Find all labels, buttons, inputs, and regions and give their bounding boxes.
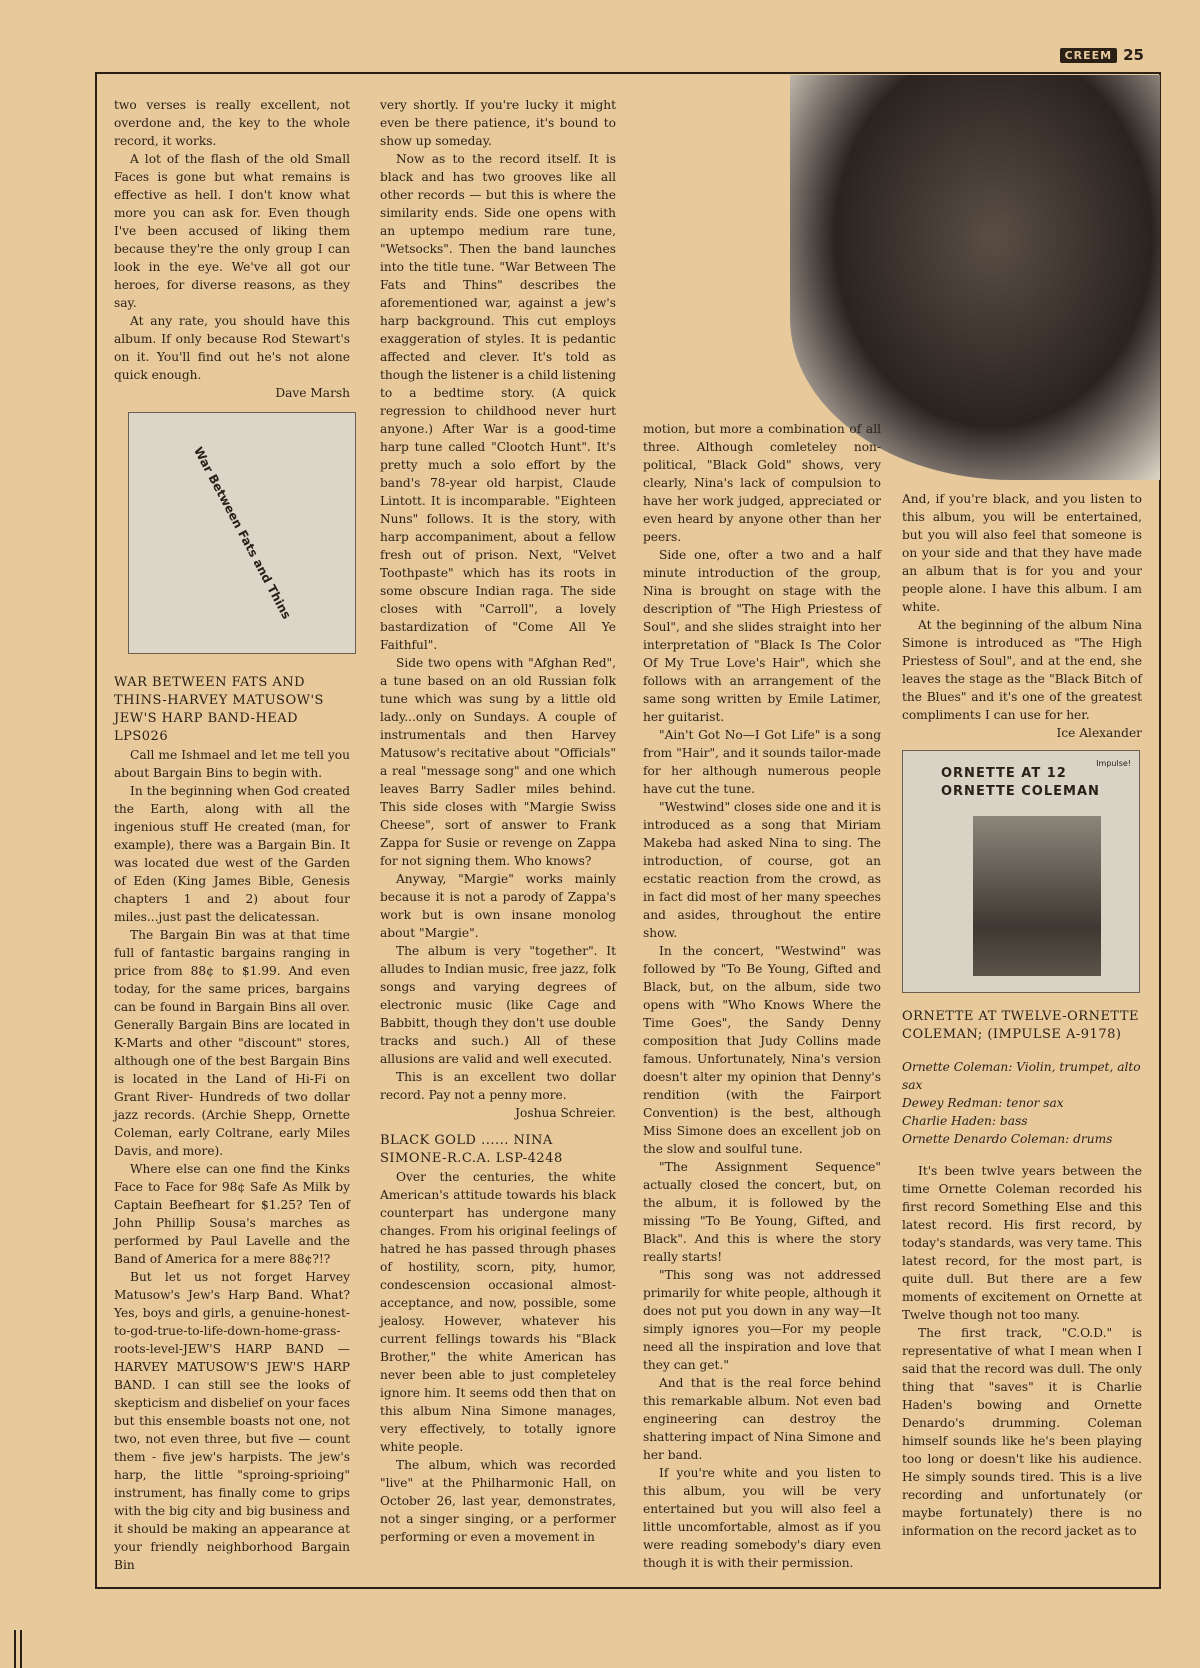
paragraph: The album is very "together". It alludes to Indian music, free jazz, folk songs and varying degrees of electronic music (like Cage and Babbitt, though they don't use double tracks and such.) All of these allusions are valid and well executed.: [380, 944, 616, 1066]
review-heading: ORNETTE AT TWELVE-ORNETTE COLEMAN; (IMPULSE A-9178): [902, 1009, 1140, 1042]
column-2: [380, 96, 616, 1546]
spacer: [902, 1044, 1142, 1058]
paragraph: At the beginning of the album Nina Simone is introduced as "The High Priestess of Soul", and at the end, she leaves the stage as the "Black Bitch of the Blues" and it's one of the greatest compliments I can use for her.: [902, 618, 1142, 722]
paragraph: Where else can one find the Kinks Face to Face for 98¢ Safe As Milk by Captain Beefheart for $1.25? Ten of John Phillip Sousa's marches as performed by Paul Lavelle and the Band of America for a mere 88¢?!?: [114, 1162, 350, 1266]
paragraph: "The Assignment Sequence" actually closed the concert, but, on the album, it is followed by the missing "To Be Young, Gifted, and Black". And this is where the story really starts!: [643, 1160, 881, 1264]
paragraph: It's been twlve years between the time Ornette Coleman recorded his first record Something Else and this latest record. His first record, by today's standards, was very tame. This latest record, for the most part, is quite dull. But there are a few moments of excitement on Ornette at Twelve though not too many.: [902, 1164, 1142, 1322]
paragraph: Side two opens with "Afghan Red", a tune based on an old Russian folk tune which was sung by a little old lady...only on Sundays. A couple of instrumentals and then Harvey Matusow's recitative about "Officials" a real "message song" and one which leaves Barry Sadler miles behind. This side closes with "Margie Swiss Cheese", sort of answer to Frank Zappa for Susie or revenge on Zappa for not signing them. Who knows?: [380, 656, 616, 868]
image-spacer: [902, 742, 1142, 998]
review-heading: WAR BETWEEN FATS AND THINS-HARVEY MATUSOW'S JEW'S HARP BAND-HEAD LPS026: [114, 675, 324, 744]
page-header: [1060, 46, 1144, 64]
personnel-credit: Ornette Denardo Coleman: drums: [902, 1132, 1113, 1146]
paragraph: very shortly. If you're lucky it might even be there patience, it's bound to show up someday.: [380, 98, 616, 148]
column-3: [643, 420, 881, 1572]
byline: Dave Marsh: [275, 386, 350, 400]
paragraph: Over the centuries, the white American's attitude towards his black counterpart has undergone many changes. From his original feelings of hatred he has passed through phases of hostility, scorn, pity, humor, condescension occasional almost-acceptance, and now, possible, some jealosy. However, whatever his current fellings towards his "Black Brother," the white American has never been able to just completeley ignore him. It seems odd then that on this album Nina Simone manages, very effectively, to totally ignore white people.: [380, 1170, 616, 1454]
paragraph: The first track, "C.O.D." is representative of what I mean when I said that the record was dull. The only thing that "saves" it is Charlie Haden's bowing and Ornette Denardo's drumming. Coleman himself sounds like he's been playing too long or doesn't like his audience. He simply sounds tired. This is a live recording and unfortunately (or maybe fortunately) there is no information on the record jacket as to: [902, 1326, 1142, 1538]
paragraph: At any rate, you should have this album. If only because Rod Stewart's on it. You'll find out he's not alone quick enough.: [114, 314, 350, 382]
paragraph: In the concert, "Westwind" was followed by "To Be Young, Gifted and Black, but, on the album, side two opens with "Who Knows Where the Time Goes", the Sandy Denny composition that Judy Collins made famous. Unfortunately, Nina's version doesn't alter my opinion that Denny's rendition (with the Fairport Convention) is the best, although Miss Simone does an excellent job on the slow and soulful tune.: [643, 944, 881, 1156]
album1-cover-text: War Between Fats and Thins: [190, 444, 294, 622]
spacer: [902, 1148, 1142, 1162]
paragraph: "This song was not addressed primarily for white people, although it does not put you down in any way—It simply ignores you—For my people need all the inspiration and love that they can get.": [643, 1268, 881, 1372]
paragraph: And, if you're black, and you listen to this album, you will be entertained, but you will also feel that someone is on your side and that they have made an album that is for you and your people alone. I have this album. I am white.: [902, 492, 1142, 614]
magazine-logo: CREEM: [1060, 48, 1118, 63]
paragraph: "Ain't Got No—I Got Life" is a song from "Hair", and it sounds tailor-made for her although numerous people have cut the tune.: [643, 728, 881, 796]
personnel-credit: Charlie Haden: bass: [902, 1114, 1028, 1128]
album2-title: ORNETTE AT 12 ORNETTE COLEMAN: [941, 766, 1100, 799]
paragraph: Now as to the record itself. It is black and has two grooves like all other records — but this is where the similarity ends. Side one opens with an uptempo medium rare tune, "Wetsocks". Then the band launches into the title tune. "War Between The Fats and Thins" describes the aforementioned war, against a jew's harp background. This cut employs exaggeration of styles. It is pedantic affected and clever. It's told as though the listener is a child listening to a bedtime story. (A quick regression to childhood never hurt anyone.) After War is a good-time harp tune called "Clootch Hunt". It's pretty much a solo effort by the band's 78-year old harpist, Claude Lintott. It is incomparable. "Eighteen Nuns" follows. It is the story, with harp accompaniment, about a fellow fresh out of prison. Next, "Velvet Toothpaste" which has its roots in some obscure Indian raga. The side closes with "Carroll", a lovely bastardization of "Come All Ye Faithful".: [380, 152, 616, 652]
column-4: [902, 490, 1142, 1540]
paragraph: "Westwind" closes side one and it is introduced as a song that Miriam Makeba had asked Nina to sing. The introduction, of course, got an ecstatic reaction from the crowd, as in fact did most of her many speeches and asides, throughout the entire show.: [643, 800, 881, 940]
personnel-credit: Dewey Redman: tenor sax: [902, 1096, 1064, 1110]
paragraph: Anyway, "Margie" works mainly because it is not a parody of Zappa's work but is own insane monolog about "Margie".: [380, 872, 616, 940]
paragraph: Side one, ofter a two and a half minute introduction of the group, Nina is brought on stage with the description of "The High Priestess of Soul", and she slides straight into her interpretation of "Black Is The Color Of My True Love's Hair", which she follows with an arrangement of the same song written by Emile Latimer, her guitarist.: [643, 548, 881, 724]
byline: Ice Alexander: [1056, 726, 1142, 740]
paragraph: The Bargain Bin was at that time full of fantastic bargains ranging in price from 88¢ to $1.99. And even today, for the same prices, bargains can be found in Bargain Bins all over. Generally Bargain Bins are located in K-Marts and other "discount" stores, although one of the best Bargain Bins is located in the Land of Hi-Fi on Grant River- Hundreds of two dollar jazz records. (Archie Shepp, Ornette Coleman, early Coltrane, early Miles Davis, and more).: [114, 928, 350, 1158]
paragraph: The album, which was recorded "live" at the Philharmonic Hall, on October 26, last year, demonstrates, not a singer singing, or a performer performing or even a movement in: [380, 1458, 616, 1544]
image-spacer: [114, 402, 350, 664]
paragraph: motion, but more a combination of all three. Although comleteley non-political, "Black Gold" shows, very clearly, Nina's lack of compulsion to have her work judged, appreciated or even heard by anyone other than her peers.: [643, 422, 881, 544]
paragraph: This is an excellent two dollar record. Pay not a penny more.: [380, 1070, 616, 1102]
paragraph: two verses is really excellent, not overdone and, the key to the whole record, it works.: [114, 98, 350, 148]
review-heading: BLACK GOLD ...... NINA SIMONE-R.C.A. LSP-4248: [380, 1133, 563, 1166]
paragraph: In the beginning when God created the Earth, along with all the ingenious stuff He created (man, for example), there was a Bargain Bin. It was located due west of the Garden of Eden (King James Bible, Genesis chapters 1 and 2) about four miles...just past the delicatessan.: [114, 784, 350, 924]
paragraph: A lot of the flash of the old Small Faces is gone but what remains is effective as hell. I don't know what more you can ask for. Even though I've been accused of liking them because they're the only group I can look in the eye. We've all got our heroes, for diverse reasons, as they say.: [114, 152, 350, 310]
personnel-credit: Ornette Coleman: Violin, trumpet, alto sax: [902, 1060, 1141, 1092]
page-number: 25: [1123, 46, 1144, 64]
margin-marks: [14, 1630, 22, 1668]
column-1: [114, 96, 350, 1574]
album2-label: Impulse!: [1096, 759, 1131, 768]
paragraph: But let us not forget Harvey Matusow's Jew's Harp Band. What? Yes, boys and girls, a genuine-honest-to-god-true-to-life-down-home-grass-roots-level-JEW'S HARP BAND — HARVEY MATUSOW'S JEW'S HARP BAND. I can still see the looks of skepticism and disbelief on your faces but this ensemble boasts not one, not two, not even three, but five — count them - five jew's harpists. The jew's harp, the little "sproing-sprioing" instrument, has finally come to grips with the big city and big business and it should be making an appearance at your friendly neighborhood Bargain Bin: [114, 1270, 350, 1572]
paragraph: And that is the real force behind this remarkable album. Not even bad engineering can destroy the shattering impact of Nina Simone and her band.: [643, 1376, 881, 1462]
byline: Joshua Schreier.: [515, 1106, 616, 1120]
paragraph: Call me Ishmael and let me tell you about Bargain Bins to begin with.: [114, 748, 350, 780]
paragraph: If you're white and you listen to this album, you will be very entertained but you will also feel a little uncomfortable, almost as if you were reading somebody's diary even though it is with their permission.: [643, 1466, 881, 1570]
